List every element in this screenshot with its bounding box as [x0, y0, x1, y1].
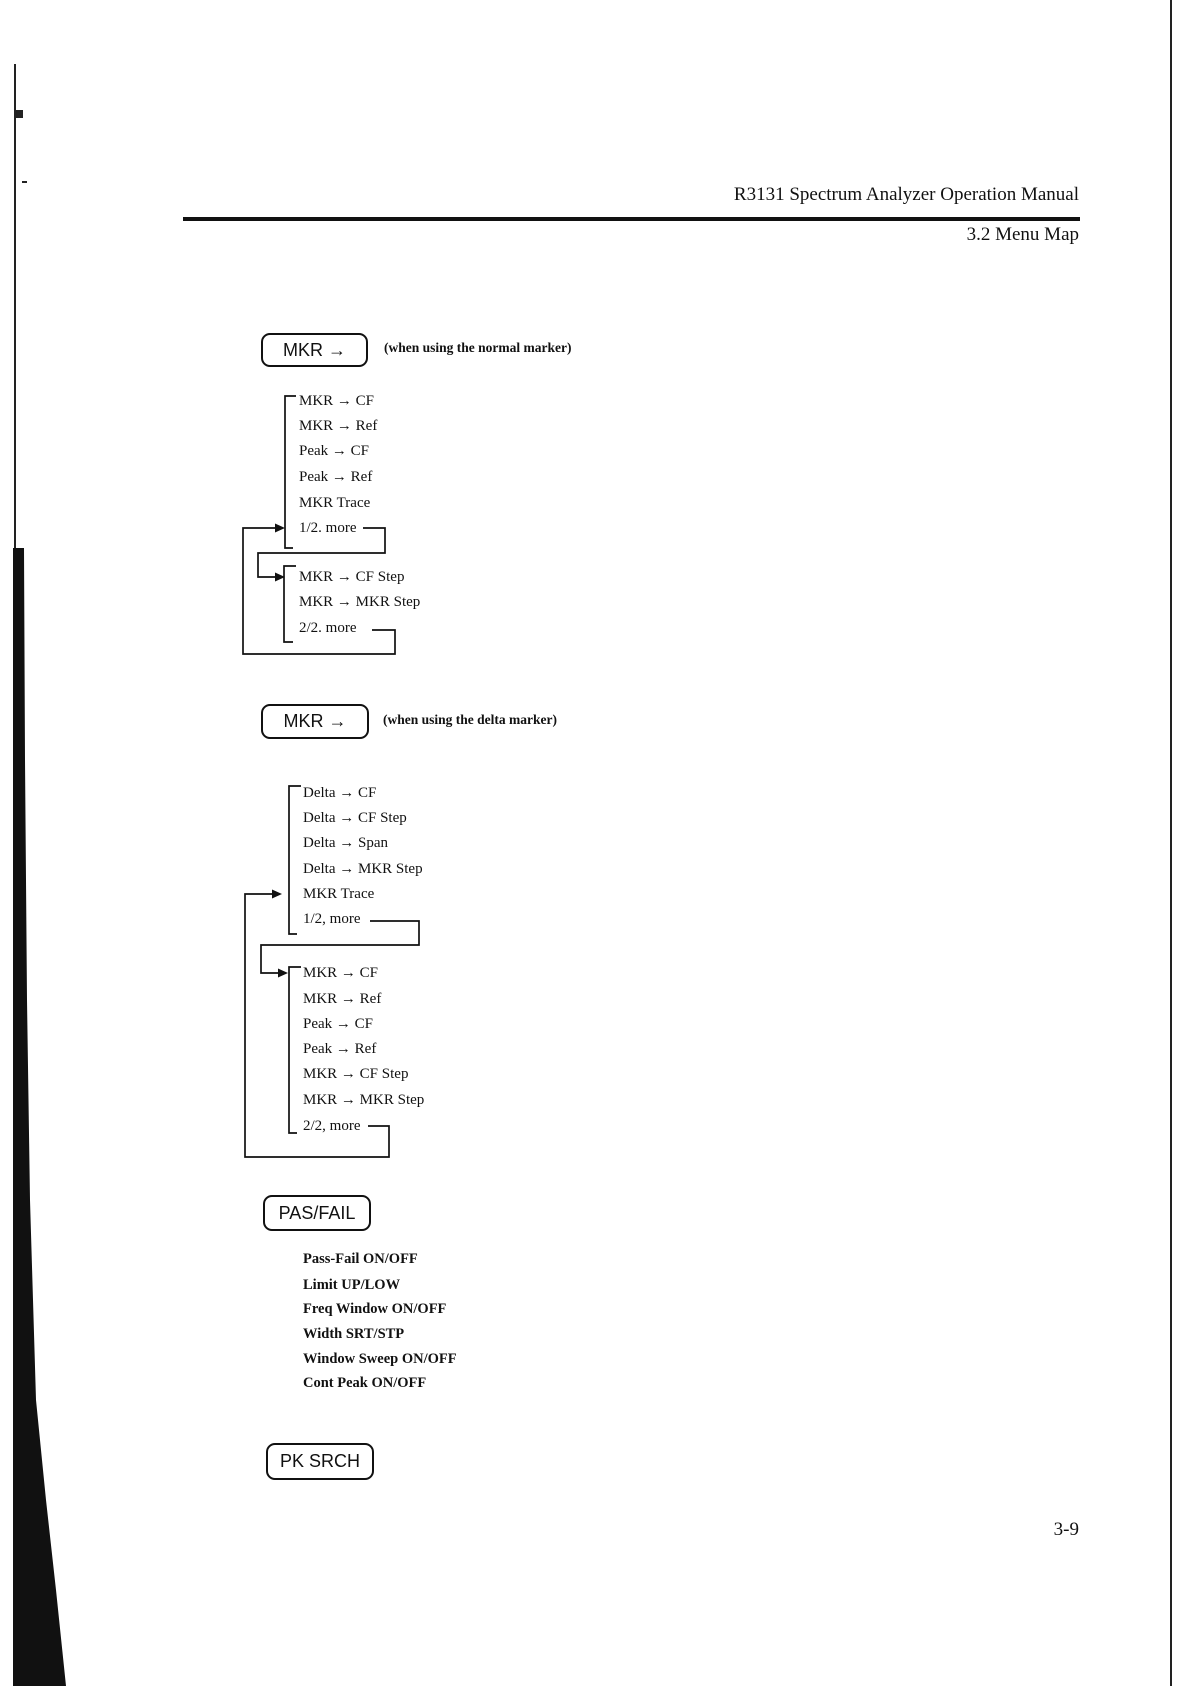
pass-fail-item: Window Sweep ON/OFF	[303, 1351, 457, 1367]
normal-page2-bracket	[284, 566, 296, 642]
manual-title: R3131 Spectrum Analyzer Operation Manual	[733, 184, 1079, 205]
delta-page1-bracket	[289, 786, 301, 934]
pass-fail-item: Limit UP/LOW	[303, 1277, 401, 1293]
pass-fail-item: Width SRT/STP	[303, 1326, 405, 1342]
menu-item: Peak → CF	[303, 1016, 374, 1032]
pass-fail-key: PAS/FAIL	[263, 1195, 371, 1231]
mkr-key-delta: MKR →	[261, 704, 369, 739]
delta-page1-arrow-icon	[272, 890, 282, 899]
menu-item: Delta → Span	[303, 835, 388, 851]
menu-item: MKR → CF	[303, 965, 379, 981]
delta-page2-arrow-icon	[278, 969, 288, 978]
section-title: 3.2 Menu Map	[966, 224, 1079, 245]
menu-item: Peak → Ref	[303, 1041, 377, 1057]
page-number: 3-9	[1053, 1519, 1079, 1540]
menu-item: MKR → Ref	[303, 991, 382, 1007]
pass-fail-item: Cont Peak ON/OFF	[303, 1375, 427, 1391]
menu-item: Delta → CF Step	[303, 810, 407, 826]
mkr-key-normal: MKR →	[261, 333, 368, 367]
menu-item: MKR → Ref	[299, 418, 378, 434]
normal-marker-caption: (when using the normal marker)	[384, 340, 572, 355]
peak-search-key: PK SRCH	[266, 1443, 374, 1480]
normal-page1-arrow-icon	[275, 524, 285, 533]
menu-item-more: 2/2. more	[299, 620, 357, 636]
menu-item: MKR → CF	[299, 393, 375, 409]
menu-item: Delta → MKR Step	[303, 861, 423, 877]
menu-item-more: 2/2, more	[303, 1118, 361, 1134]
menu-item: MKR → MKR Step	[299, 594, 421, 610]
menu-item-more: 1/2, more	[303, 911, 361, 927]
menu-item: Delta → CF	[303, 785, 377, 801]
menu-item: Peak → Ref	[299, 469, 373, 485]
menu-item-more: 1/2. more	[299, 520, 357, 536]
menu-item: MKR → CF Step	[303, 1066, 409, 1082]
menu-item: MKR Trace	[299, 495, 371, 511]
pass-fail-item: Freq Window ON/OFF	[303, 1301, 447, 1317]
menu-item: MKR → MKR Step	[303, 1092, 425, 1108]
menu-item: MKR → CF Step	[299, 569, 405, 585]
delta-page2-bracket	[289, 967, 301, 1133]
menu-item: Peak → CF	[299, 443, 370, 459]
delta-marker-caption: (when using the delta marker)	[383, 712, 557, 727]
menu-item: MKR Trace	[303, 886, 375, 902]
pass-fail-item: Pass-Fail ON/OFF	[303, 1251, 418, 1267]
normal-page1-bracket	[285, 396, 296, 548]
